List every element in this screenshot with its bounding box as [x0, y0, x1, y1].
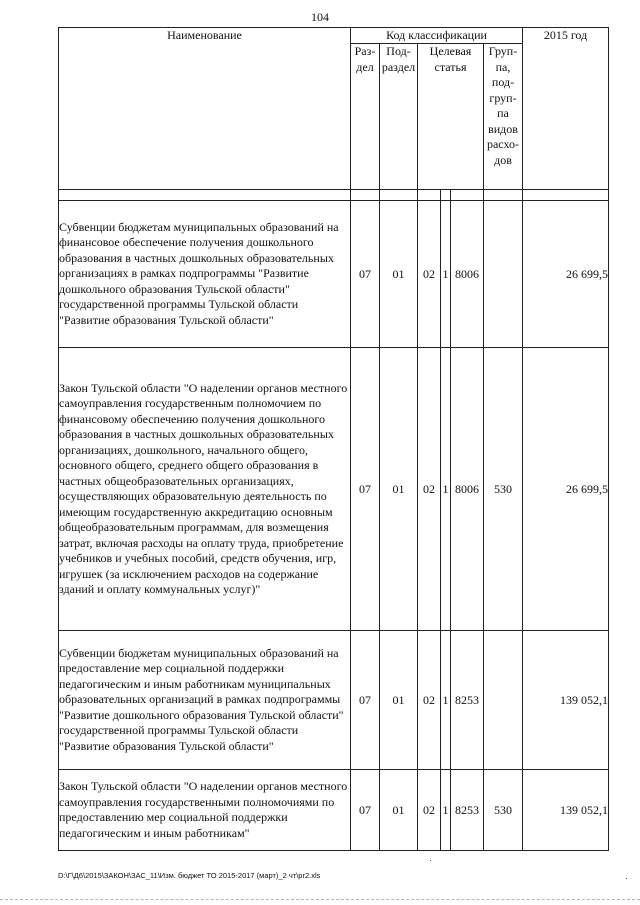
scan-speck [430, 860, 431, 861]
row-target-subprogram: 1 [441, 348, 451, 631]
header-section: Раз- дел [351, 44, 380, 190]
file-path-footer: D:\Г\Д6\2015\ЗАКОН\ЗАС_11\Изм. бюджет ТО 2015-2017 (март)_2 чт\pr2.xls [58, 871, 321, 880]
row-section: 07 [351, 201, 380, 348]
header-subsection: Под- раздел [380, 44, 418, 190]
row-target-direction: 8006 [451, 348, 484, 631]
table-row [59, 348, 609, 631]
row-target-subprogram: 1 [441, 770, 451, 851]
header-row-top [59, 28, 609, 44]
table-row [59, 770, 609, 851]
row-target-program: 02 [418, 348, 441, 631]
row-section: 07 [351, 348, 380, 631]
row-expense-type: 530 [484, 348, 523, 631]
row-name: Закон Тульской области "О наделении органов местного самоуправления государственным полномочием по финансовому обеспечению получения дошкольного образования в частных дошкольных образовательных организациях, дошкольного, начального общего, основного общего, среднего общего образования в частных общеобразовательных организациях, осуществляющих образовательную деятельность по имеющим государственную аккредитацию основным общеобразовательным программам, для возмещения затрат, включая расходы на оплату труда, приобретение учебников и учебных пособий, средств обучения, игр, игрушек (за исключением расходов на содержание зданий и оплату коммунальных услуг)" [59, 348, 351, 631]
row-target-subprogram: 1 [441, 201, 451, 348]
header-expense-group: Груп- па, под- груп- па видов расхо- дов [484, 44, 523, 190]
table-row [59, 631, 609, 770]
row-subsection: 01 [380, 770, 418, 851]
row-name: Субвенции бюджетам муниципальных образований на предоставление мер социальной поддержки педагогическим и иным работникам муниципальных образовательных организаций в рамках подпрограммы "Развитие дошкольного образования Тульской области" государственной программы Тульской области "Развитие образования Тульской области" [59, 631, 351, 770]
row-amount: 139 052,1 [523, 631, 609, 770]
row-subsection: 01 [380, 201, 418, 348]
scan-speck [626, 878, 627, 879]
header-year: 2015 год [523, 28, 609, 190]
row-target-subprogram: 1 [441, 631, 451, 770]
header-target-item: Целевая статья [418, 44, 484, 190]
row-target-direction: 8006 [451, 201, 484, 348]
row-target-program: 02 [418, 631, 441, 770]
row-name: Субвенции бюджетам муниципальных образований на финансовое обеспечение получения дошкольного образования в частных дошкольных образовательных организациях в рамках подпрограммы "Развитие дошкольного образования Тульской области" государственной программы Тульской области "Развитие образования Тульской области" [59, 201, 351, 348]
row-name: Закон Тульской области "О наделении органов местного самоуправления государственными полномочиями по предоставлению мер социальной поддержки педагогическим и иным работникам" [59, 770, 351, 851]
spacer-row [59, 190, 609, 201]
row-expense-type [484, 631, 523, 770]
row-section: 07 [351, 631, 380, 770]
budget-table [58, 27, 609, 851]
row-target-program: 02 [418, 201, 441, 348]
row-section: 07 [351, 770, 380, 851]
row-amount: 26 699,5 [523, 348, 609, 631]
row-subsection: 01 [380, 348, 418, 631]
row-subsection: 01 [380, 631, 418, 770]
row-target-direction: 8253 [451, 631, 484, 770]
row-expense-type: 530 [484, 770, 523, 851]
row-expense-type [484, 201, 523, 348]
row-amount: 26 699,5 [523, 201, 609, 348]
row-amount: 139 052,1 [523, 770, 609, 851]
scan-artifact-line [0, 899, 640, 900]
header-classification-code: Код классификации [351, 28, 523, 44]
row-target-direction: 8253 [451, 770, 484, 851]
row-target-program: 02 [418, 770, 441, 851]
page-number: 104 [311, 10, 329, 24]
table-row [59, 201, 609, 348]
header-name: Наименование [59, 28, 351, 190]
